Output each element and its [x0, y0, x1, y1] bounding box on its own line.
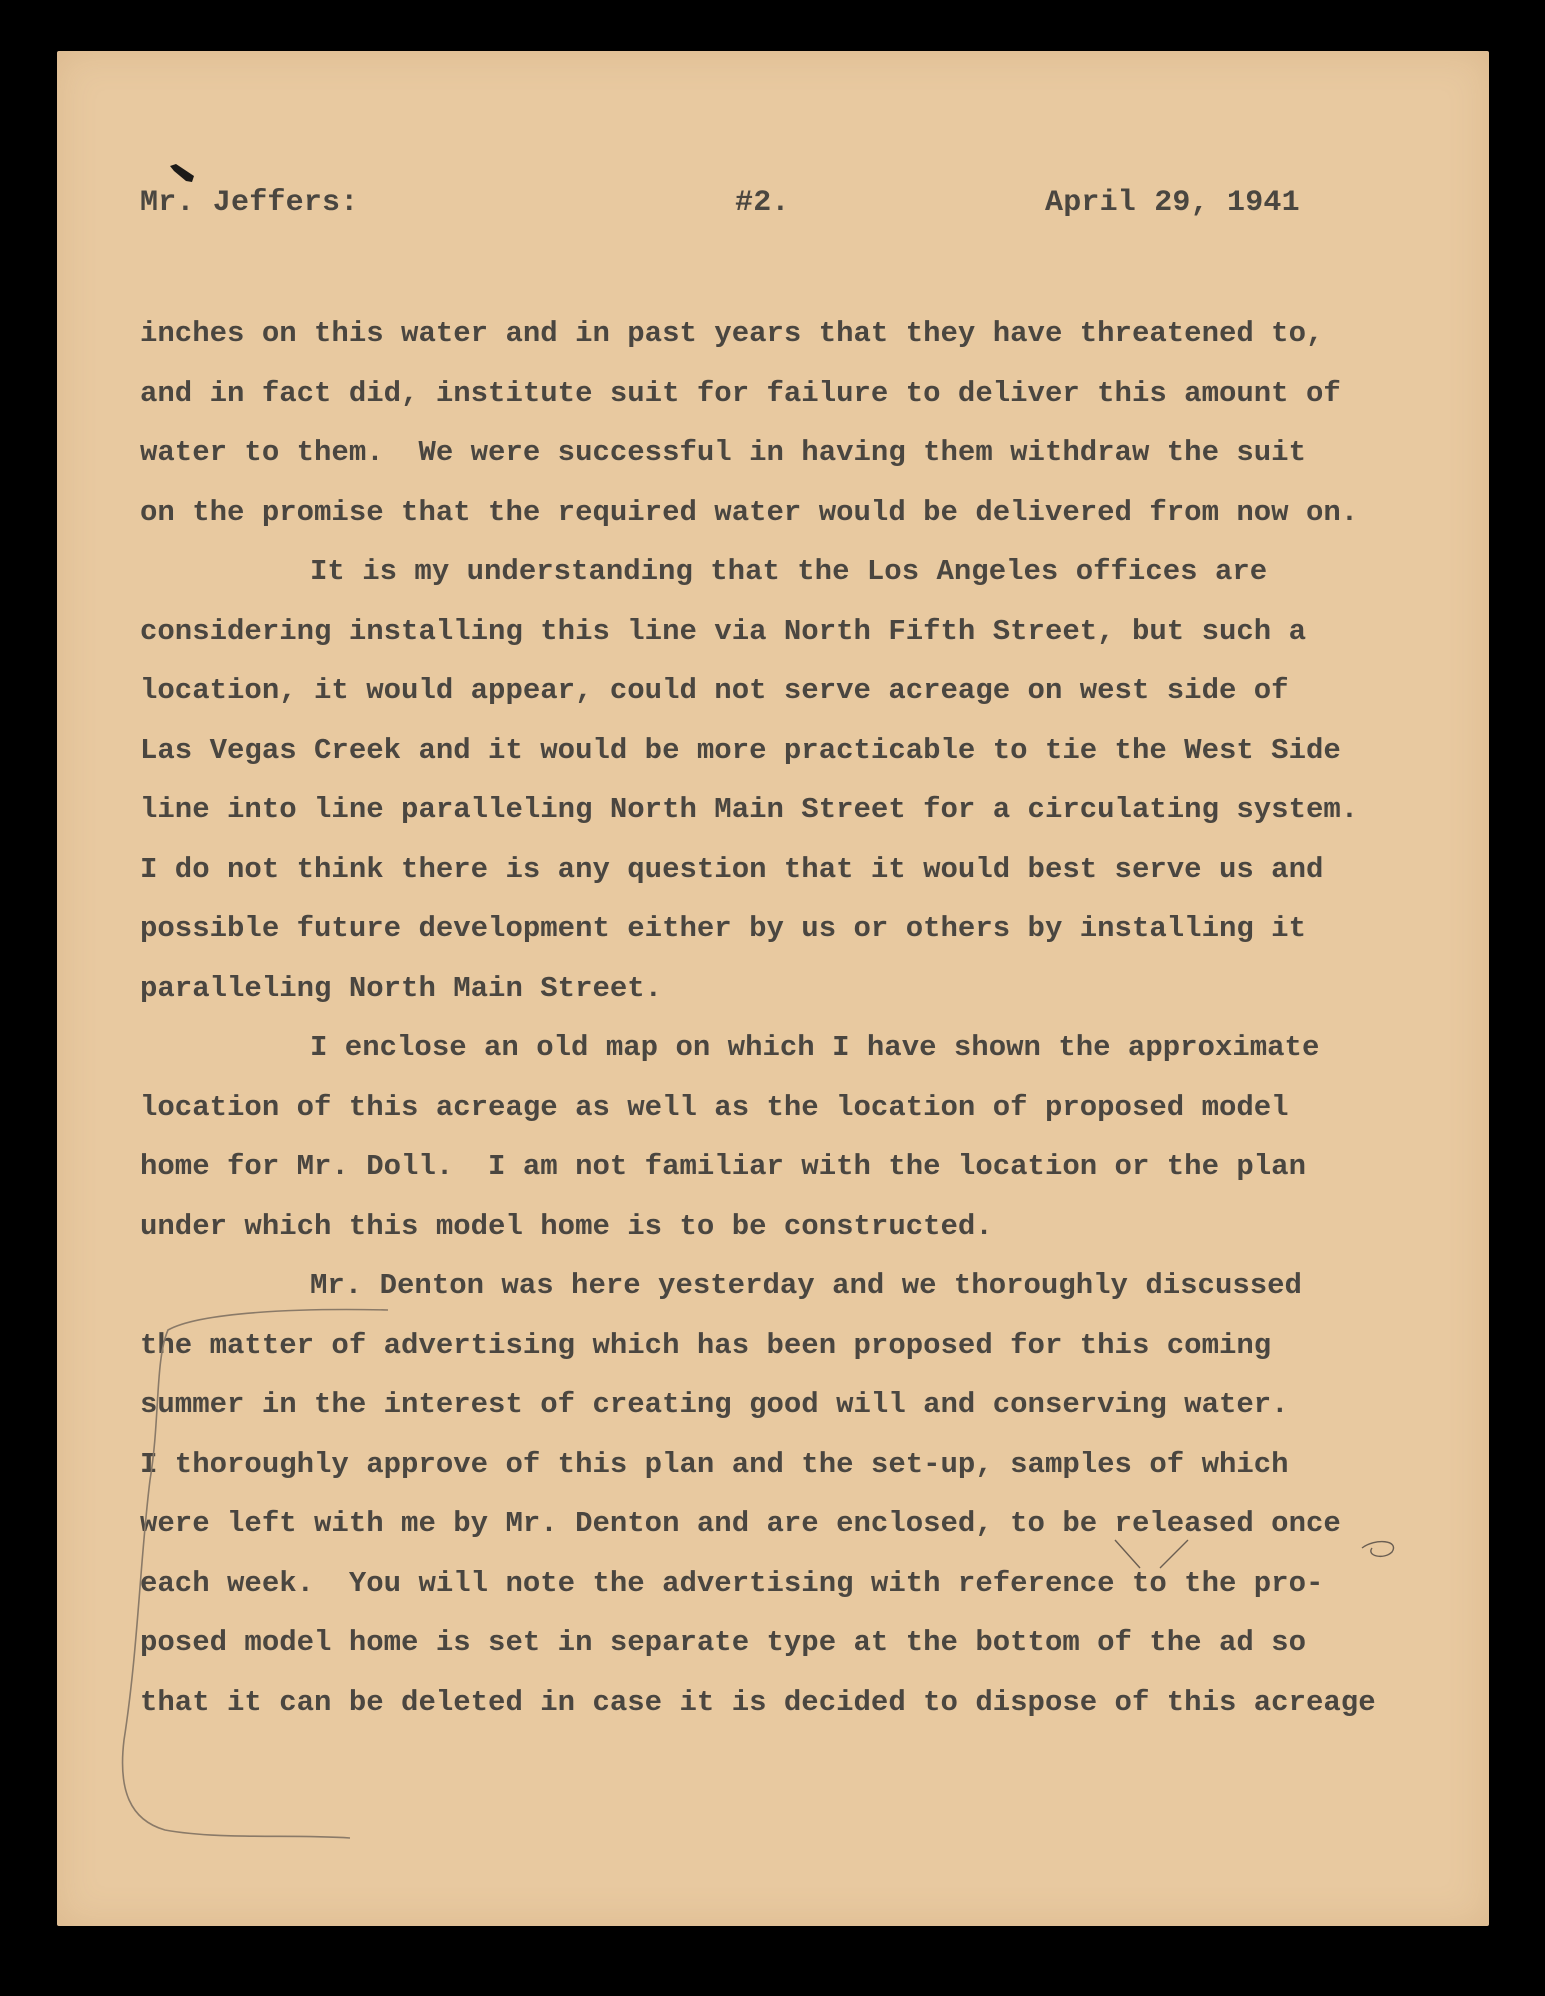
body-line: home for Mr. Doll. I am not familiar with the location or the plan: [140, 1150, 1306, 1183]
body-line: Mr. Denton was here yesterday and we thoroughly discussed: [310, 1269, 1302, 1302]
body-line: considering installing this line via North Fifth Street, but such a: [140, 614, 1306, 648]
body-line: that it can be deleted in case it is decided to dispose of this acreage: [140, 1685, 1376, 1719]
body-line: water to them. We were successful in having them withdraw the suit: [140, 436, 1306, 469]
page-number: #2.: [735, 186, 790, 220]
body-line: I do not think there is any question that it would best serve us and: [140, 852, 1324, 886]
body-line: location of this acreage as well as the location of proposed model: [140, 1090, 1289, 1124]
body-line: I thoroughly approve of this plan and the set-up, samples of which: [140, 1447, 1289, 1481]
body-line: I enclose an old map on which I have shown the approximate: [310, 1031, 1320, 1064]
body-line: posed model home is set in separate type at the bottom of the ad so: [140, 1626, 1306, 1659]
body-line: It is my understanding that the Los Angeles offices are: [310, 555, 1268, 588]
body-line: the matter of advertising which has been proposed for this coming: [140, 1328, 1272, 1362]
body-line: inches on this water and in past years that they have threatened to,: [140, 317, 1324, 350]
punch-mark-icon: [168, 162, 198, 184]
body-line: line into line paralleling North Main Street for a circulating system.: [140, 793, 1359, 826]
body-line: each week. You will note the advertising with reference to the pro-: [140, 1566, 1324, 1600]
body-line: were left with me by Mr. Denton and are enclosed, to be released once: [140, 1507, 1341, 1540]
addressee: Mr. Jeffers:: [140, 186, 359, 220]
body-line: under which this model home is to be constructed.: [140, 1209, 993, 1243]
body-line: Las Vegas Creek and it would be more practicable to tie the West Side: [140, 733, 1341, 767]
body-line: summer in the interest of creating good will and conserving water.: [140, 1388, 1289, 1421]
letter-date: April 29, 1941: [1045, 186, 1300, 220]
letter-body: [140, 304, 1390, 1732]
body-line: possible future development either by us or others by installing it: [140, 912, 1306, 945]
body-line: on the promise that the required water would be delivered from now on.: [140, 495, 1359, 529]
body-line: paralleling North Main Street.: [140, 971, 663, 1005]
body-line: location, it would appear, could not serve acreage on west side of: [140, 674, 1289, 707]
body-line: and in fact did, institute suit for failure to deliver this amount of: [140, 376, 1341, 410]
